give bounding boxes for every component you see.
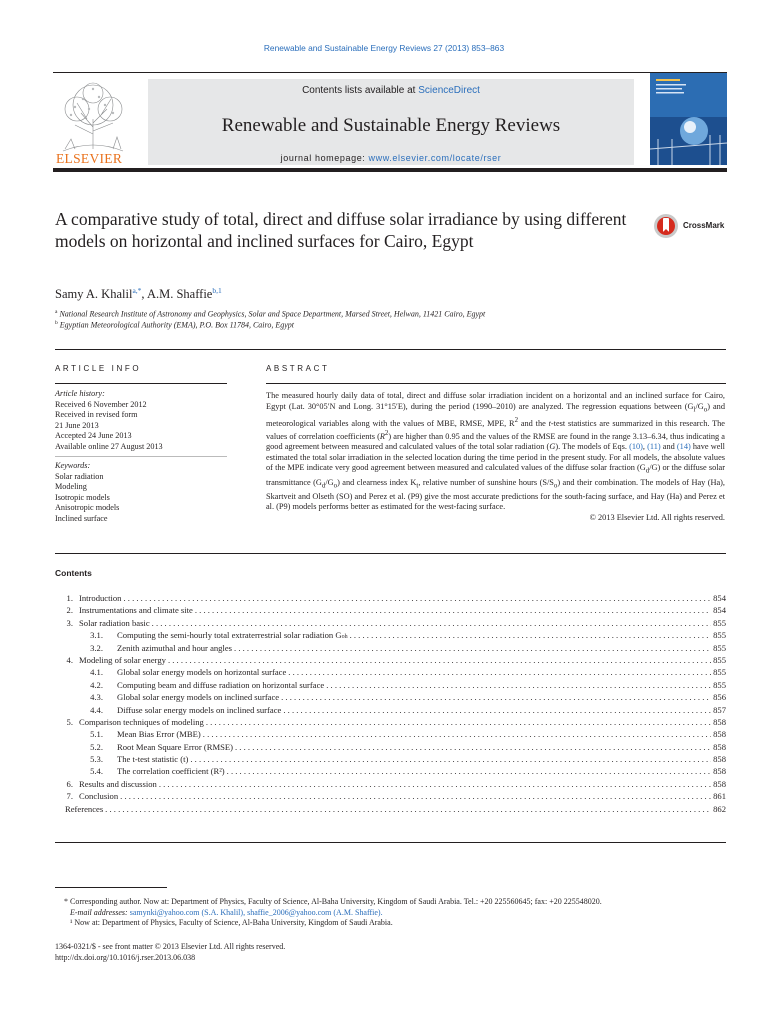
journal-cover-image bbox=[650, 73, 727, 165]
info-separator bbox=[55, 456, 227, 457]
toc-page-number[interactable]: 862 bbox=[713, 803, 726, 814]
history-line: Received in revised form bbox=[55, 410, 138, 420]
sciencedirect-link[interactable]: ScienceDirect bbox=[418, 85, 480, 96]
article-title: A comparative study of total, direct and diffuse solar irradiance by using different models on horizontal and inclined surfaces for Cairo, Egypt bbox=[55, 209, 627, 251]
toc-entry[interactable] bbox=[55, 618, 726, 630]
toc-page-number[interactable]: 855 bbox=[713, 617, 726, 628]
toc-label[interactable]: Instrumentations and climate site bbox=[79, 605, 193, 616]
toc-leader-dots bbox=[206, 717, 711, 727]
toc-number: 3.1. bbox=[90, 630, 103, 641]
toc-entry[interactable] bbox=[55, 705, 726, 717]
toc-number: 4.2. bbox=[90, 679, 103, 690]
corresponding-author-note: * Corresponding author. Now at: Department of Physics, Faculty of Science, Al-Baha University, Kingdom of Saudi Arabia. Tel.: +20 225560645; fax: +20 225548020. bbox=[64, 897, 602, 906]
toc-label[interactable]: Diffuse solar energy models on inclined surface bbox=[117, 704, 282, 715]
toc-leader-dots bbox=[283, 705, 711, 715]
toc-entry[interactable] bbox=[55, 667, 726, 679]
toc-number: 5.3. bbox=[90, 754, 103, 765]
contents-prefix: Contents lists available at bbox=[302, 85, 419, 96]
toc-entry[interactable] bbox=[55, 729, 726, 741]
toc-leader-dots bbox=[326, 680, 711, 690]
toc-number: 4.4. bbox=[90, 704, 103, 715]
toc-number: 7. bbox=[66, 791, 73, 802]
contents-availability bbox=[148, 85, 634, 96]
toc-label[interactable]: Comparison techniques of modeling bbox=[79, 716, 204, 727]
toc-label[interactable]: References bbox=[65, 803, 104, 814]
author-separator: , bbox=[141, 287, 147, 302]
toc-number: 4. bbox=[66, 654, 73, 665]
equation-link[interactable]: (10) bbox=[629, 442, 643, 452]
journal-homepage bbox=[148, 153, 634, 163]
keyword: Anisotropic models bbox=[55, 503, 120, 513]
toc-leader-dots bbox=[190, 754, 711, 764]
abstract-text: The measured hourly daily data of total, direct and diffuse solar irradiation incident on a horizontal and an inclined surface for Cairo, Egypt (Lat. 30°05′N and Long. 31°15′E), during the period (1990–2010) are analyzed. The regression equations between $(G_l/G_o)$ and meteorological variables along with the values of MBE, RMSE, MPE, $R^2$ and the t-test statistics are summarized in this research. The values of correlation coefficients $(R^2)$ are higher than 0.95 and the values of the RMSE are found in the range 3.13–6.34, thus indicating a good agreement between measured and calculated values of the total solar radiation (G). The models of Eqs. (10), (11) and (14) have well estimated the total solar irradiation in the selected location during the time period in the present study. For all models, the absolute values of the MPE indicate very good agreement between measured and calculated values of the diffuse solar fraction $(G_d/G)$ or the diffuse solar transmittance $(G_d/G_o)$ and clearness index $K_t$, relative number of sunshine hours $(S/S_o)$ and their combination. The models of Hay (Ha), Skartveit and Olseth (SO) and Perez et al. (P9) give the most accurate predictions for the south-facing surface, and Hay (Ha) and Perez et al. (P9) models performs better as estimated for the west-facing surface. © 2013 Elsevier Ltd. All rights reserved. bbox=[266, 391, 725, 522]
toc-page-number[interactable]: 858 bbox=[713, 778, 726, 789]
toc-page-number[interactable]: 855 bbox=[713, 679, 726, 690]
author-name[interactable]: Samy A. Khalil bbox=[55, 287, 133, 302]
affiliation-marker: b bbox=[55, 320, 58, 326]
toc-leader-dots bbox=[227, 766, 711, 776]
section-divider bbox=[55, 842, 726, 843]
affiliation-text: National Research Institute of Astronomy and Geophysics, Solar and Space Department, Marsed Street, Helwan, 11421 Cairo, Egypt bbox=[59, 309, 486, 319]
toc-label[interactable]: Global solar energy models on inclined surface bbox=[117, 692, 280, 703]
footnote-rule bbox=[55, 887, 167, 888]
history-line: Received 6 November 2012 bbox=[55, 399, 147, 409]
toc-page-number[interactable]: 857 bbox=[713, 704, 726, 715]
toc-label[interactable]: Global solar energy models on horizontal surface bbox=[117, 667, 287, 678]
toc-label[interactable]: Root Mean Square Error (RMSE) bbox=[117, 741, 233, 752]
keyword: Solar radiation bbox=[55, 471, 104, 481]
toc-entry[interactable] bbox=[55, 791, 726, 803]
toc-label[interactable]: Zenith azimuthal and hour angles bbox=[117, 642, 233, 653]
journal-title: Renewable and Sustainable Energy Reviews bbox=[221, 115, 561, 136]
table-of-contents bbox=[55, 593, 726, 816]
toc-label[interactable]: Computing the semi-hourly total extraterrestrial solar radiation G bbox=[117, 630, 342, 641]
toc-entry[interactable] bbox=[55, 779, 726, 791]
toc-number: 3. bbox=[66, 617, 73, 628]
toc-entry[interactable] bbox=[55, 643, 726, 655]
toc-number: 5. bbox=[66, 716, 73, 727]
toc-label[interactable]: Solar radiation basic bbox=[79, 617, 150, 628]
elsevier-wordmark: ELSEVIER bbox=[56, 151, 123, 166]
author-affil-marker[interactable]: b,1 bbox=[212, 286, 222, 295]
affiliation-marker: a bbox=[55, 309, 58, 315]
toc-label[interactable]: Conclusion bbox=[79, 791, 119, 802]
copyright-notice: © 2013 Elsevier Ltd. All rights reserved. bbox=[589, 512, 725, 522]
toc-leader-dots bbox=[195, 605, 711, 615]
toc-page-number[interactable]: 854 bbox=[713, 593, 726, 603]
info-rule bbox=[55, 383, 227, 384]
crossmark-badge[interactable] bbox=[653, 212, 733, 242]
author-name[interactable]: A.M. Shaffie bbox=[146, 287, 213, 302]
keyword: Modeling bbox=[55, 482, 87, 492]
toc-label[interactable]: The t-test statistic (t) bbox=[117, 754, 189, 765]
toc-page-number[interactable]: 858 bbox=[713, 741, 726, 752]
toc-leader-dots bbox=[105, 804, 711, 814]
history-line: 21 June 2013 bbox=[55, 420, 99, 430]
toc-page-number[interactable]: 855 bbox=[713, 642, 726, 653]
affiliation-b bbox=[55, 320, 294, 330]
affiliation-a bbox=[55, 309, 485, 319]
toc-number: 2. bbox=[66, 605, 73, 616]
keyword: Isotropic models bbox=[55, 492, 110, 502]
toc-page-number[interactable]: 855 bbox=[713, 630, 726, 641]
affiliation-text: Egyptian Meteorological Authority (EMA), P.O. Box 11784, Cairo, Egypt bbox=[59, 320, 295, 330]
toc-page-number[interactable]: 858 bbox=[713, 716, 726, 727]
toc-number: 5.1. bbox=[90, 729, 103, 740]
email-link[interactable]: shaffie_2006@yahoo.com bbox=[247, 907, 332, 917]
article-info-heading: ARTICLE INFO bbox=[55, 364, 142, 373]
publication-meta bbox=[55, 941, 285, 964]
keywords bbox=[55, 461, 227, 525]
toc-number: 6. bbox=[66, 778, 73, 789]
toc-leader-dots bbox=[234, 643, 711, 653]
history-line: Accepted 24 June 2013 bbox=[55, 431, 132, 441]
toc-entry[interactable] bbox=[55, 605, 726, 617]
toc-entry[interactable] bbox=[55, 766, 726, 778]
toc-entry[interactable] bbox=[55, 692, 726, 704]
homepage-link[interactable]: www.elsevier.com/locate/rser bbox=[368, 153, 502, 163]
toc-leader-dots bbox=[350, 630, 712, 640]
author-list bbox=[55, 286, 222, 302]
toc-entry[interactable] bbox=[55, 717, 726, 729]
email-label: E-mail addresses: bbox=[70, 907, 130, 917]
toc-entry[interactable] bbox=[55, 754, 726, 766]
section-divider bbox=[55, 349, 726, 350]
toc-label[interactable]: Computing beam and diffuse radiation on horizontal surface bbox=[117, 679, 325, 690]
toc-leader-dots bbox=[288, 667, 711, 677]
email-link[interactable]: samynki@yahoo.com bbox=[129, 907, 200, 917]
toc-page-number[interactable]: 858 bbox=[713, 754, 726, 765]
masthead-info-box bbox=[148, 79, 634, 165]
toc-label[interactable]: Mean Bias Error (MBE) bbox=[117, 729, 201, 740]
toc-page-number[interactable]: 855 bbox=[713, 654, 726, 665]
abstract-rule bbox=[266, 383, 726, 384]
toc-leader-dots bbox=[235, 742, 711, 752]
footnote-1: ¹ Now at: Department of Physics, Faculty of Science, Al-Baha University, Kingdom of Saudi Arabia. bbox=[70, 918, 393, 928]
toc-leader-dots bbox=[123, 593, 711, 603]
toc-number: 4.3. bbox=[90, 692, 103, 703]
toc-entry[interactable] bbox=[55, 680, 726, 692]
toc-number: 5.2. bbox=[90, 741, 103, 752]
toc-number: 4.1. bbox=[90, 667, 103, 678]
article-history bbox=[55, 389, 227, 453]
toc-leader-dots bbox=[203, 729, 711, 739]
author-affil-marker[interactable]: a,* bbox=[132, 286, 142, 295]
toc-number: 3.2. bbox=[90, 642, 103, 653]
equation-link[interactable]: (11) bbox=[647, 442, 661, 452]
toc-entry[interactable] bbox=[55, 804, 726, 816]
email-note: E-mail addresses: samynki@yahoo.com (S.A. Khalil), shaffie_2006@yahoo.com (A.M. Shaffie). bbox=[70, 907, 383, 917]
equation-link[interactable]: (14) bbox=[676, 442, 691, 452]
toc-label[interactable]: The correlation coefficient (R²) bbox=[117, 766, 225, 777]
toc-entry[interactable] bbox=[55, 742, 726, 754]
doi-link[interactable]: http://dx.doi.org/10.1016/j.rser.2013.06.038 bbox=[55, 953, 196, 963]
toc-page-number[interactable]: 861 bbox=[713, 791, 726, 802]
toc-leader-dots bbox=[168, 655, 711, 665]
toc-page-number[interactable]: 858 bbox=[713, 729, 726, 740]
toc-leader-dots bbox=[120, 791, 711, 801]
toc-label[interactable]: Modeling of solar energy bbox=[79, 654, 166, 665]
section-divider bbox=[55, 553, 726, 554]
homepage-prefix: journal homepage: bbox=[280, 153, 369, 163]
toc-subscript: oh bbox=[341, 634, 348, 641]
toc-page-number[interactable]: 856 bbox=[713, 692, 726, 703]
toc-entry[interactable] bbox=[55, 630, 726, 642]
toc-leader-dots bbox=[281, 692, 711, 702]
crossmark-label: CrossMark bbox=[683, 221, 725, 230]
abstract-heading: ABSTRACT bbox=[266, 364, 330, 373]
toc-page-number[interactable]: 854 bbox=[713, 605, 726, 616]
toc-label[interactable]: Results and discussion bbox=[79, 778, 157, 789]
keyword: Inclined surface bbox=[55, 513, 108, 523]
toc-page-number[interactable]: 858 bbox=[713, 766, 726, 777]
toc-leader-dots bbox=[159, 779, 711, 789]
contents-heading: Contents bbox=[55, 568, 92, 578]
keywords-label: Keywords: bbox=[55, 461, 91, 470]
masthead-rule bbox=[53, 168, 727, 172]
toc-entry[interactable] bbox=[55, 655, 726, 667]
history-line: Available online 27 August 2013 bbox=[55, 441, 163, 451]
crossmark-icon bbox=[653, 212, 679, 242]
history-label: Article history: bbox=[55, 389, 105, 398]
footnotes bbox=[64, 897, 726, 929]
toc-number: 1. bbox=[66, 593, 73, 603]
toc-leader-dots bbox=[152, 618, 711, 628]
journal-masthead bbox=[53, 72, 727, 168]
issn-line: 1364-0321/$ - see front matter © 2013 Elsevier Ltd. All rights reserved. bbox=[55, 942, 286, 951]
toc-number: 5.4. bbox=[90, 766, 103, 777]
toc-page-number[interactable]: 855 bbox=[713, 667, 726, 678]
journal-citation[interactable]: Renewable and Sustainable Energy Reviews 27 (2013) 853–863 bbox=[263, 43, 505, 53]
toc-entry[interactable] bbox=[55, 593, 726, 605]
toc-label[interactable]: Introduction bbox=[79, 593, 122, 603]
